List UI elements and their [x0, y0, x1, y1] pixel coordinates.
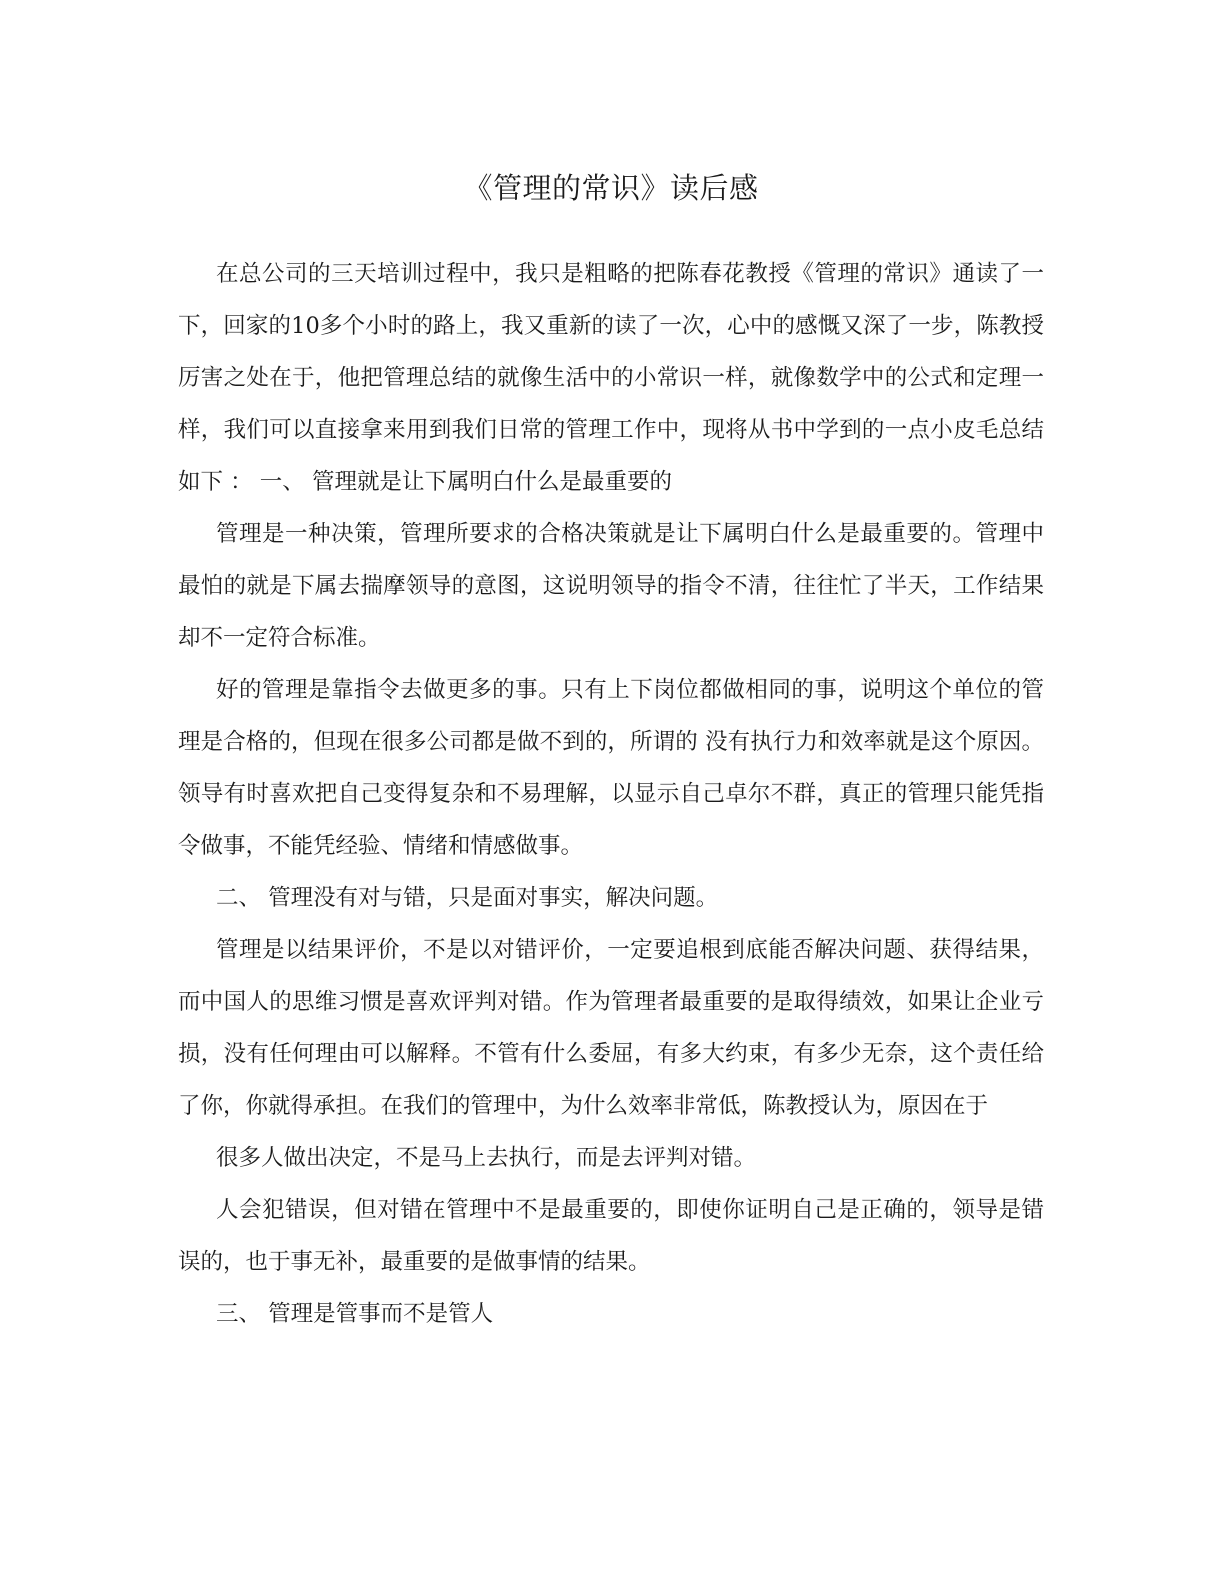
paragraph: 管理是以结果评价，不是以对错评价，一定要追根到底能否解决问题、获得结果，而中国人的思维习惯是喜欢评判对错。作为管理者最重要的是取得绩效，如果让企业亏损，没有任何理由可以解释。不管有什么委屈，有多大约束，有多少无奈，这个责任给了你，你就得承担。在我们的管理中，为什么效率非常低，陈教授认为，原因在于 [178, 937, 1044, 1119]
section-heading: 三、 管理是管事而不是管人 [216, 1301, 494, 1327]
section-heading: 二、 管理没有对与错，只是面对事实，解决问题。 [216, 885, 719, 911]
paragraph: 管理是一种决策，管理所要求的合格决策就是让下属明白什么是最重要的。管理中最怕的就是下属去揣摩领导的意图，这说明领导的指令不清，往往忙了半天，工作结果却不一定符合标准。 [178, 521, 1044, 651]
paragraph: 在总公司的三天培训过程中，我只是粗略的把陈春花教授《管理的常识》通读了一下，回家的10多个小时的路上，我又重新的读了一次，心中的感慨又深了一步，陈教授厉害之处在于，他把管理总结的就像生活中的小常识一样，就像数学中的公式和定理一样，我们可以直接拿来用到我们日常的管理工作中，现将从书中学到的一点小皮毛总结如下 ： 一、 管理就是让下属明白什么是最重要的 [178, 261, 1044, 495]
document-title: 《管理的常识》读后感 [463, 171, 759, 205]
document-body [178, 248, 1044, 1340]
document-page [178, 0, 1044, 1584]
paragraph: 好的管理是靠指令去做更多的事。只有上下岗位都做相同的事，说明这个单位的管理是合格的，但现在很多公司都是做不到的，所谓的 没有执行力和效率就是这个原因。领导有时喜欢把自己变得复杂和不易理解，以显示自己卓尔不群，真正的管理只能凭指令做事，不能凭经验、情绪和情感做事。 [178, 677, 1044, 859]
paragraph: 人会犯错误，但对错在管理中不是最重要的，即使你证明自己是正确的，领导是错误的，也于事无补，最重要的是做事情的结果。 [178, 1197, 1044, 1275]
paragraph: 很多人做出决定，不是马上去执行，而是去评判对错。 [216, 1145, 757, 1171]
